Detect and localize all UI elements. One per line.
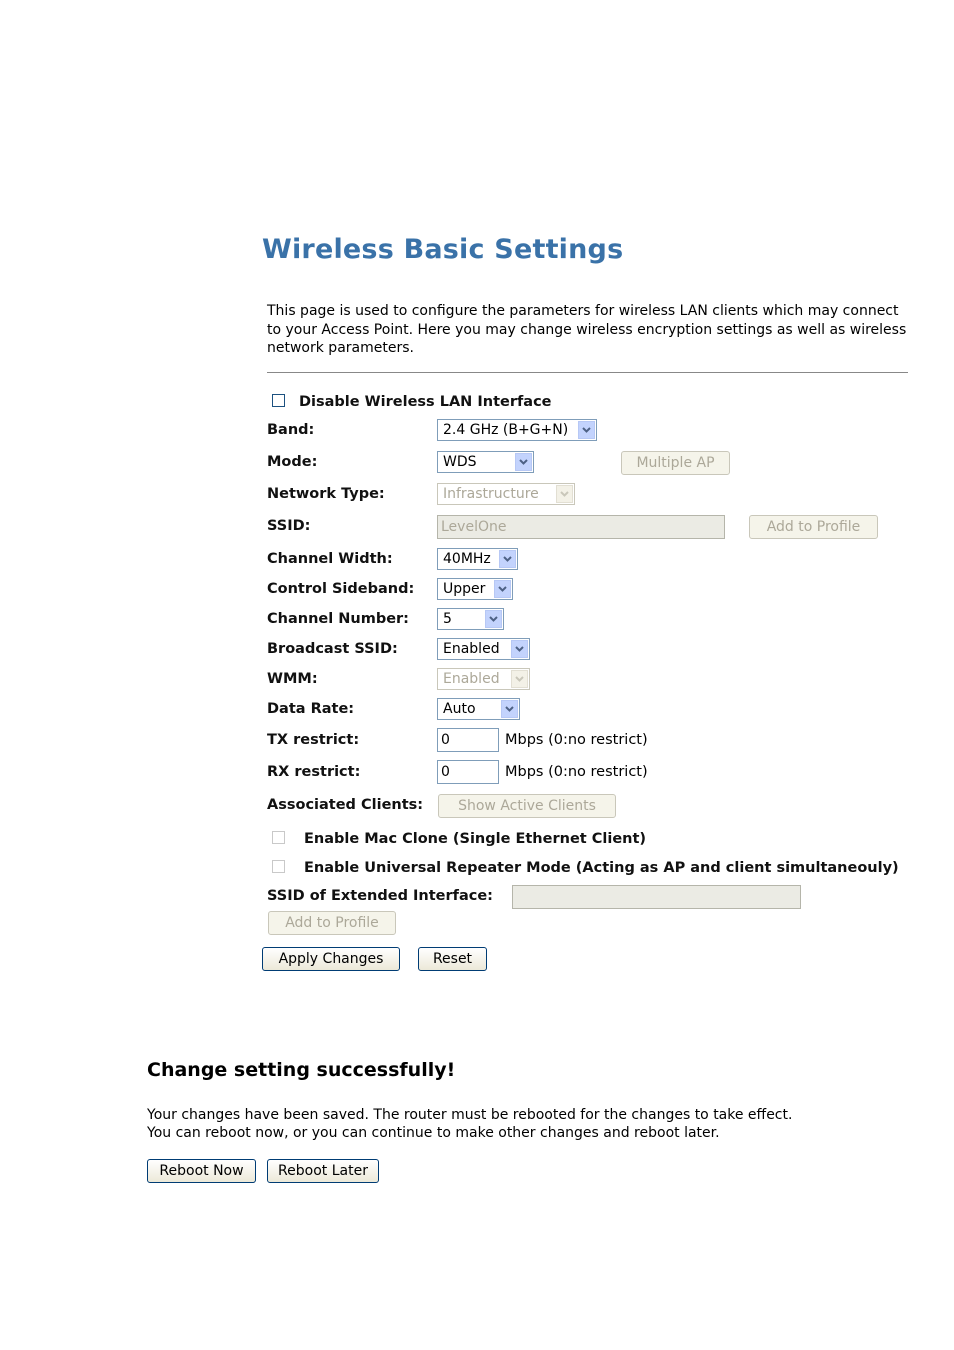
mode-label: Mode: (267, 454, 318, 470)
rx-restrict-input[interactable]: 0 (437, 760, 499, 784)
control-sideband-select[interactable] (437, 578, 513, 600)
reset-button[interactable]: Reset (418, 947, 487, 971)
mac-clone-checkbox[interactable] (272, 831, 285, 844)
multiple-ap-button[interactable]: Multiple AP (621, 451, 730, 475)
channel-number-label: Channel Number: (267, 611, 409, 627)
chevron-down-icon (578, 421, 595, 439)
channel-number-select[interactable] (437, 608, 504, 630)
channel-width-value: 40MHz (443, 551, 491, 567)
ssid-add-to-profile-button[interactable]: Add to Profile (749, 515, 878, 539)
reboot-now-button[interactable]: Reboot Now (147, 1159, 256, 1183)
chevron-down-icon (515, 453, 532, 471)
data-rate-label: Data Rate: (267, 701, 355, 717)
channel-width-select[interactable] (437, 548, 518, 570)
wmm-value: Enabled (443, 671, 500, 687)
wmm-select[interactable] (437, 668, 530, 690)
ssid-input[interactable]: LevelOne (437, 515, 725, 539)
divider (267, 372, 908, 373)
extended-ssid-label: SSID of Extended Interface: (267, 888, 493, 904)
mode-value: WDS (443, 454, 477, 470)
extended-add-to-profile-button[interactable]: Add to Profile (268, 911, 396, 935)
broadcast-ssid-label: Broadcast SSID: (267, 641, 398, 657)
success-message (147, 1106, 847, 1142)
broadcast-ssid-select[interactable] (437, 638, 530, 660)
network-type-value: Infrastructure (443, 486, 539, 502)
ssid-label: SSID: (267, 518, 311, 534)
extended-ssid-input[interactable] (512, 885, 801, 909)
reboot-later-button[interactable]: Reboot Later (267, 1159, 379, 1183)
mode-select[interactable] (437, 451, 534, 473)
data-rate-select[interactable] (437, 698, 520, 720)
rx-restrict-unit: Mbps (0:no restrict) (505, 764, 648, 780)
disable-wlan-checkbox[interactable] (272, 394, 285, 407)
control-sideband-value: Upper (443, 581, 486, 597)
disable-wlan-label: Disable Wireless LAN Interface (299, 394, 552, 410)
chevron-down-icon (485, 610, 502, 628)
associated-clients-label: Associated Clients: (267, 797, 424, 813)
channel-width-label: Channel Width: (267, 551, 393, 567)
tx-restrict-label: TX restrict: (267, 732, 360, 748)
rx-restrict-label: RX restrict: (267, 764, 361, 780)
universal-repeater-checkbox[interactable] (272, 860, 285, 873)
tx-restrict-unit: Mbps (0:no restrict) (505, 732, 648, 748)
mac-clone-label: Enable Mac Clone (Single Ethernet Client) (304, 831, 647, 847)
chevron-down-icon (499, 550, 516, 568)
success-message-line1: Your changes have been saved. The router must be rebooted for the changes to take effect. (147, 1107, 793, 1123)
chevron-down-icon (556, 485, 573, 503)
page-description: This page is used to configure the parameters for wireless LAN clients which may connect to your Access Point. Here you may change wireless encryption settings as well as wireless network parameters. (267, 303, 907, 356)
wmm-label: WMM: (267, 671, 318, 687)
apply-changes-button[interactable]: Apply Changes (262, 947, 400, 971)
chevron-down-icon (494, 580, 511, 598)
success-message-line2: You can reboot now, or you can continue to make other changes and reboot later. (147, 1125, 720, 1141)
channel-number-value: 5 (443, 611, 452, 627)
show-active-clients-button[interactable]: Show Active Clients (438, 794, 616, 818)
chevron-down-icon (511, 670, 528, 688)
band-select[interactable] (437, 419, 597, 441)
band-label: Band: (267, 422, 315, 438)
tx-restrict-input[interactable]: 0 (437, 728, 499, 752)
universal-repeater-label: Enable Universal Repeater Mode (Acting as AP and client simultaneouly) (304, 860, 899, 876)
chevron-down-icon (511, 640, 528, 658)
control-sideband-label: Control Sideband: (267, 581, 415, 597)
network-type-select[interactable] (437, 483, 575, 505)
network-type-label: Network Type: (267, 486, 385, 502)
data-rate-value: Auto (443, 701, 476, 717)
success-title: Change setting successfully! (147, 1059, 456, 1081)
band-value: 2.4 GHz (B+G+N) (443, 422, 569, 438)
page-title: Wireless Basic Settings (262, 234, 624, 265)
broadcast-ssid-value: Enabled (443, 641, 500, 657)
chevron-down-icon (501, 700, 518, 718)
